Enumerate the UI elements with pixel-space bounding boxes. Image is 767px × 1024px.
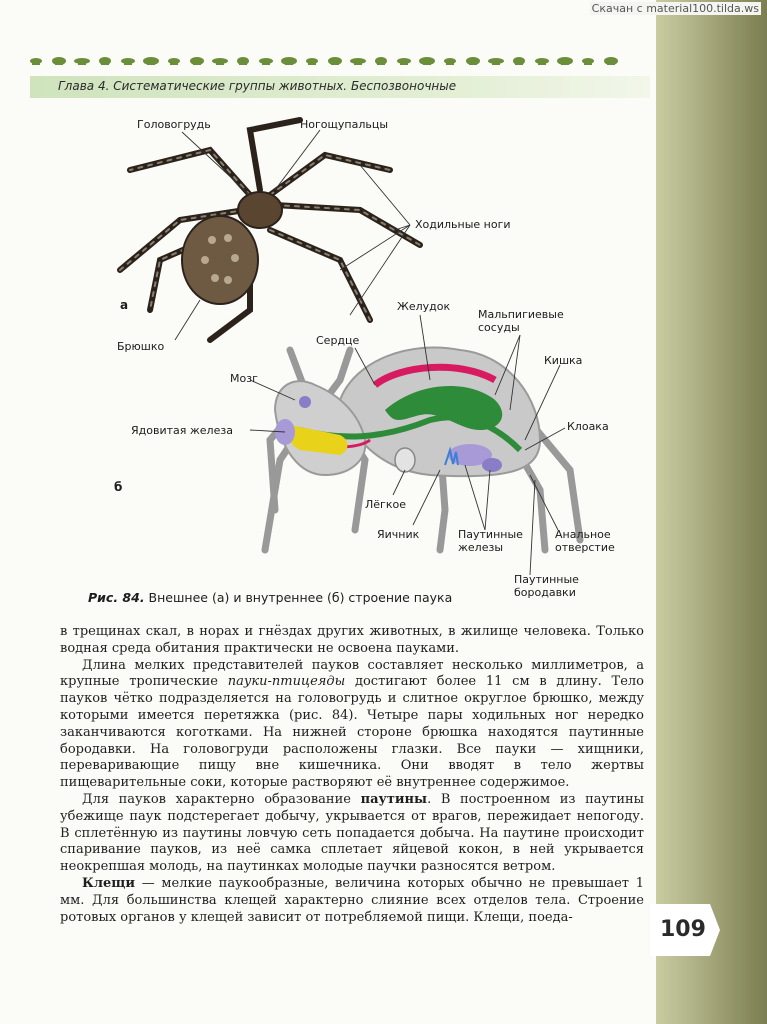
paragraph: [60, 876, 644, 926]
page-number: 109: [660, 917, 706, 942]
subfigure-a-label: а: [120, 298, 129, 312]
subfigure-b-label: б: [114, 480, 123, 494]
chapter-title: Глава 4. Систематические группы животных. Беспозвоночные: [58, 79, 457, 93]
abdomen-shape: [182, 216, 258, 304]
label-malpighian-1: Мальпигиевые: [478, 308, 564, 321]
label-intestine: Кишка: [544, 354, 583, 367]
paragraph: [60, 792, 644, 876]
body-text: [60, 624, 644, 926]
label-anal-1: Анальное: [555, 528, 611, 541]
spider-external: [120, 120, 420, 340]
cephalothorax-shape: [238, 192, 282, 228]
watermark: Скачан с material100.tilda.ws: [591, 2, 759, 15]
animal-silhouettes-icon: [30, 50, 650, 70]
term-bold: паутины: [360, 791, 428, 807]
label-anal-2: отверстие: [555, 541, 615, 554]
term-bold: Клещи: [82, 875, 135, 891]
label-venom-gland: Ядовитая железа: [131, 424, 233, 437]
label-spinnerets-1: Паутинные: [514, 573, 579, 586]
label-lung: Лёгкое: [365, 498, 406, 511]
page-edge-strip: [656, 0, 767, 1024]
term-italic: пауки-птицеяды: [227, 674, 346, 690]
label-walking-legs: Ходильные ноги: [415, 218, 511, 231]
label-pedipalps: Ногощупальцы: [300, 118, 388, 131]
label-brain: Мозг: [230, 372, 258, 385]
caption-label: Рис. 84.: [88, 590, 145, 605]
paragraph: [60, 624, 644, 658]
label-ovary: Яичник: [377, 528, 420, 541]
label-silk-glands-1: Паутинные: [458, 528, 523, 541]
paragraph-text: в трещинах скал, в норах и гнёздах других животных, в жилище человека. Только водная среда обитания практически не освоена пауками.: [60, 624, 644, 656]
paragraph-text: — мелкие паукообразные, величина которых обычно не превышает 1 мм. Для большинства клещей характерно слияние всех отделов тела. Строение ротовых органов у клещей зависит от потребляемой пищи. Клещи, поеда-: [60, 875, 644, 925]
label-silk-glands-2: железы: [458, 541, 504, 554]
paragraph: [60, 658, 644, 792]
label-cloaca: Клоака: [567, 420, 609, 433]
label-malpighian-2: сосуды: [478, 321, 520, 334]
caption-text: Внешнее (а) и внутреннее (б) строение паука: [144, 590, 453, 605]
spider-illustration: [100, 110, 640, 590]
paragraph-text: Длина мелких представителей пауков составляет несколько миллиметров, а крупные тропические: [60, 657, 644, 690]
figure-caption: [88, 590, 452, 605]
label-abdomen: Брюшко: [117, 340, 165, 353]
label-spinnerets-2: бородавки: [514, 586, 576, 599]
label-heart: Сердце: [316, 334, 360, 347]
paragraph-text: достигают более 11 см в длину. Тело пауков чётко подразделяется на головогрудь и слитное округлое брюшко, между которыми имеется перетяжка (рис. 84). Четыре пары ходильных ног нередко заканчиваются коготками. На нижней стороне брюшка находятся паутинные бородавки. На головогруди расположены глазки. Все пауки — хищники, переваривающие пищу вне кишечника. Они вводят в тело жертвы пищеварительные соки, которые растворяют её внутреннее содержимое.: [60, 674, 645, 791]
paragraph-text: . В построенном из паутины убежище паук подстерегает добычу, укрывается от врагов, пережидает непогоду. В сплетённую из паутины ловчую сеть попадается добыча. На паутине происходит спаривание пауков, из неё самка сплетает яйцевой кокон, в ней укрывается неокрепшая молодь, на паутинках молодые паучки разносятся ветром.: [60, 791, 644, 875]
label-cephalothorax: Головогрудь: [137, 118, 211, 131]
label-stomach: Желудок: [397, 300, 451, 313]
paragraph-text: Для пауков характерно образование: [82, 791, 361, 807]
